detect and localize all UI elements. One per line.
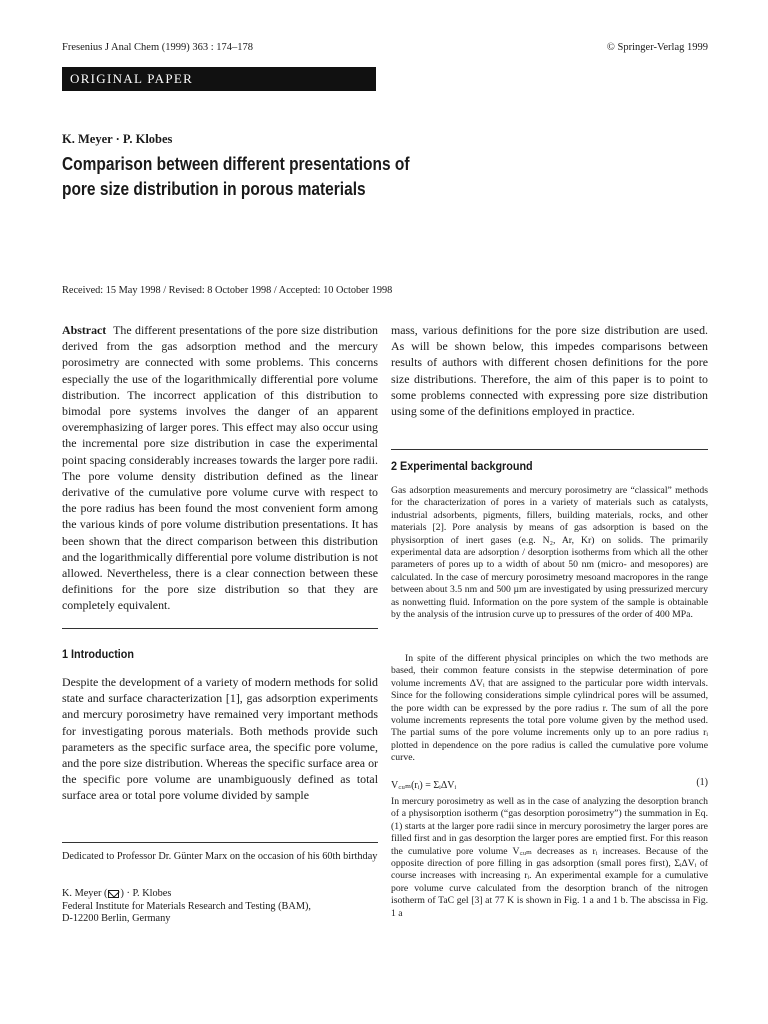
copyright-notice: © Springer-Verlag 1999 <box>606 42 708 53</box>
section-heading-introduction: 1 Introduction <box>62 647 134 661</box>
introduction-text: Despite the development of a variety of modern methods for solid state and surface characterization [1], gas adsorption experiments and mercury porosimetry have remained very important methods for investigating porous materials. Both methods provide such parameters as the specific surface area, the specific pore volume, and the pore size distribution. Whereas the specific surface area or the specific pore volume are unambiguously defined as total surface area or total pore volume divided by sample <box>62 675 378 803</box>
experimental-paragraph-2: In spite of the different physical principles on which the two methods are based, their common feature consists in the stepwise determination of pore volume increments ΔVᵢ that are assigned to the particular pore width intervals. Since for the following considerations simple cylindrical pores will be assumed, the pore width can be expressed by the pore radius r. The sum of all the pore volume increments represents the total pore volume given by the method used. The partial sums of the pore volume increments only up to an pore radius rᵢ plotted in dependence on the pore radius is called the cumulative pore volume curve. <box>391 653 708 764</box>
equation-expression: V꜀ᵤₘ(rᵢ) = ΣᵢΔVᵢ <box>391 780 457 791</box>
continued-introduction-text: mass, various definitions for the pore size distribution are used. As will be shown below, this impedes comparisons between results of authors with different chosen definitions for the pore size distributions. Therefore, the aim of this paper is to point to some problems connected with expressing pore size distribution using some of the definitions employed in practice. <box>391 323 708 419</box>
divider <box>62 628 378 629</box>
experimental-paragraph-1: Gas adsorption measurements and mercury porosimetry are “classical” methods for the characterization of pores in a variety of materials such as catalysts, industrial adsorbents, pigments, fillers, building materials, rocks, and other materials [2]. Pore analysis by means of gas adsorption is based on the physisorption of inert gases (e.g. N₂, Ar, Kr) on solids. The primarily experimental data are adsorption / desorption isotherms from which all the other parameters of pores up to a width of about 50 nm (micro- and mesopores) are calculated. In the case of mercury porosimetry mesoand macropores in the range between about 3.5 nm and 500 µm are investigated by using pressurized mercury as nonwetting fluid. Information on the pore system of the sample is obtainable by the analysis of the intrusion curve up to pressures of the order of 400 MPa. <box>391 485 708 621</box>
author-affiliation <box>62 888 378 926</box>
equation-1 <box>391 777 708 791</box>
experimental-paragraph-3: In mercury porosimetry as well as in the case of analyzing the desorption branch of a physisorption isotherm (“gas desorption porosimetry”) the summation in Eq. (1) starts at the larger pore radii since in mercury porosimetry the larger pores are filled first and in gas desorption the larger pores are emptied first. For this reason the cumulative pore volume V꜀ᵤₘ decreases as rᵢ increases. Because of the opposite direction of pore filling in gas adsorption (small pores first), ΣᵢΔVᵢ of course increases with increasing rᵢ. An experimental example for a cumulative pore volume curve calculated from the desorption branch of the nitrogen isotherm of TaC gel [3] at 77 K is shown in Fig. 1 a and 1 b. The abscissa in Fig. 1 a <box>391 796 708 919</box>
abstract-text: The different presentations of the pore size distribution derived from the gas adsorption method and the mercury porosimetry are connected with some problems. This concerns especially the use of the logarithmically differential pore volume distribution. The incorrect application of this distribution to bimodal pore systems involves the danger of an apparent overemphasizing of larger pores. This effect may also occur using the incremental pore size distribution in case the experimental point spacing considerably increases towards the larger pore radii. The pore volume density distribution defined as the linear derivative of the cumulative pore volume curve with respect to the pore radius has been found the most convenient form among the various kinds of pore volume distribution presentations. It has been shown that the direct comparison between this distribution and the logarithmically differential pore volume distribution is not allowed. Nevertheless, there is a clear connection between these definitions for the pore size distribution so that they are completely equivalent. <box>62 323 378 613</box>
section-heading-experimental-background: 2 Experimental background <box>391 459 533 473</box>
abstract <box>62 322 378 614</box>
received-dates: Received: 15 May 1998 / Revised: 8 October 1998 / Accepted: 10 October 1998 <box>62 285 393 296</box>
abstract-label: Abstract <box>62 323 107 337</box>
article-type-banner: ORIGINAL PAPER <box>62 67 376 91</box>
divider <box>62 842 378 843</box>
equation-number: (1) <box>696 777 708 788</box>
institute-name: Federal Institute for Materials Research and Testing (BAM), <box>62 900 312 912</box>
dedication-footnote: Dedicated to Professor Dr. Günter Marx on the occasion of his 60th birthday <box>62 851 378 862</box>
institute-address: D-12200 Berlin, Germany <box>62 913 171 925</box>
corresponding-author-line: K. Meyer ( ) · P. Klobes <box>62 888 172 899</box>
paper-title: Comparison between different presentations of pore size distribution in porous materials <box>62 154 410 199</box>
authors: K. Meyer · P. Klobes <box>62 132 173 146</box>
envelope-icon <box>108 890 119 898</box>
journal-citation: Fresenius J Anal Chem (1999) 363 : 174–178 <box>62 42 254 53</box>
divider <box>391 449 708 450</box>
